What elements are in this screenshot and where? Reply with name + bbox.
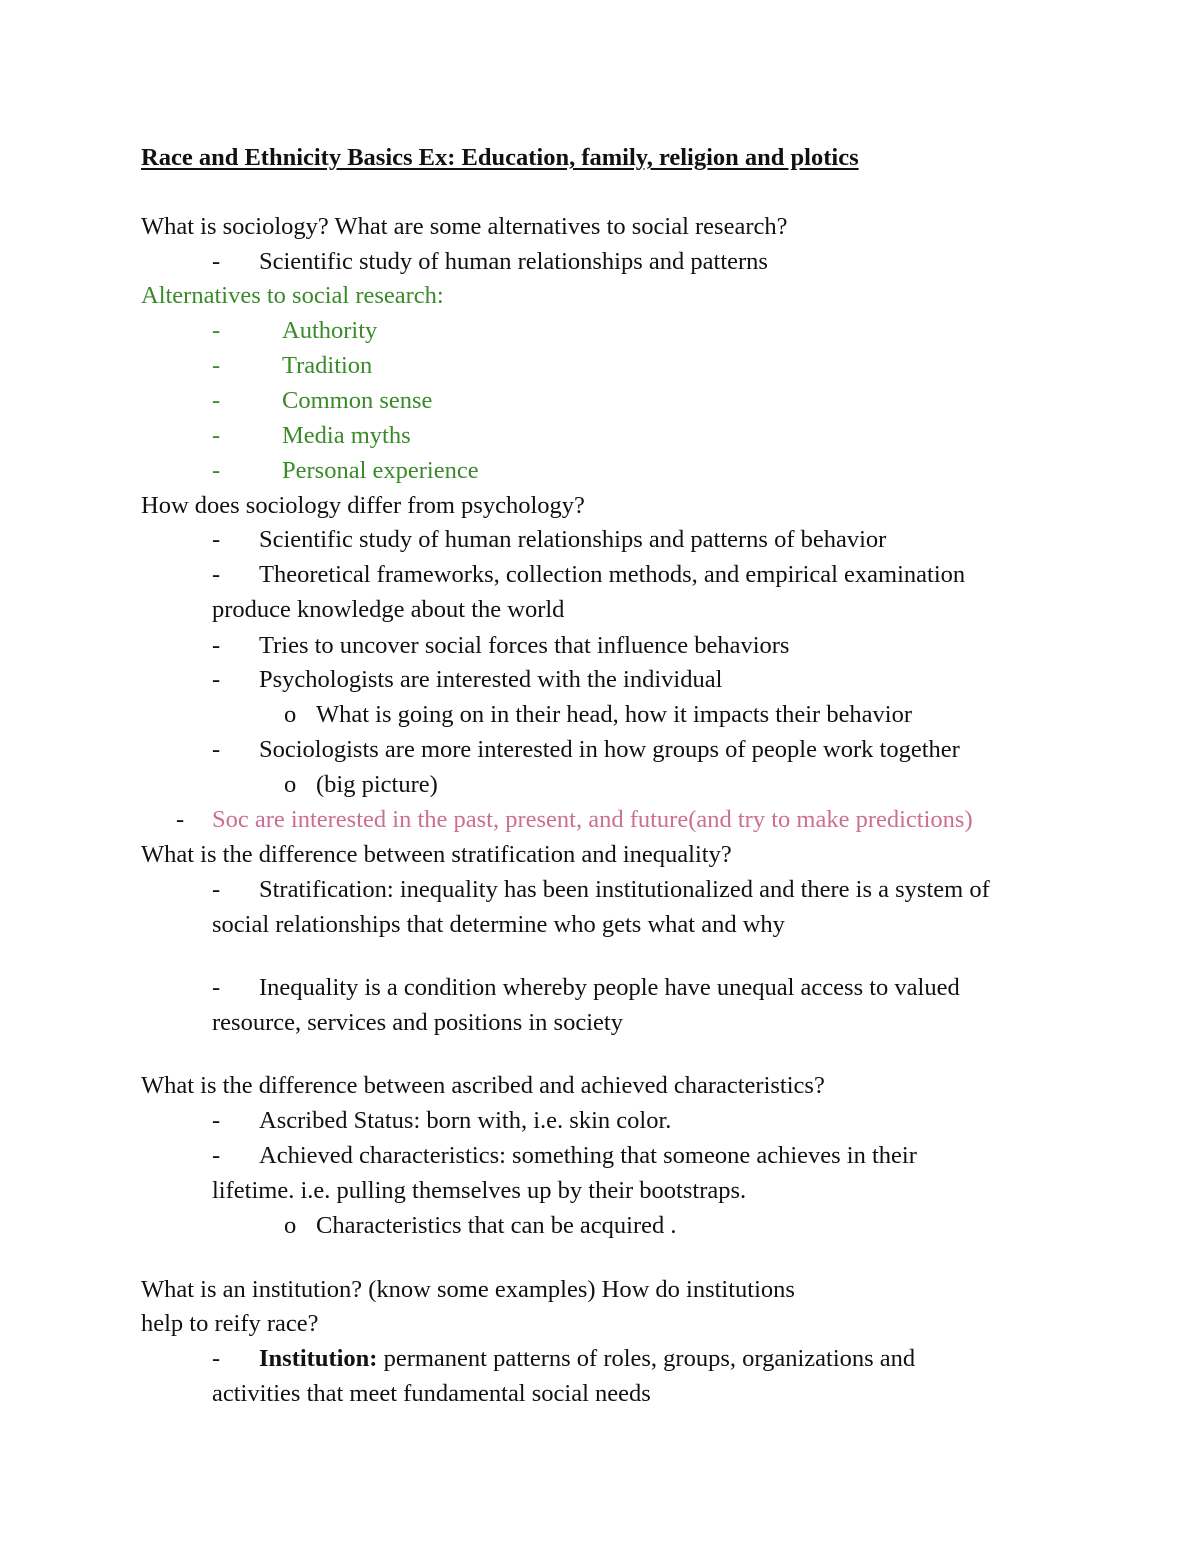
list-item	[0, 805, 1200, 835]
bullet-dash: -	[212, 1107, 221, 1134]
bullet-dash: -	[212, 387, 221, 414]
answer-text: Scientific study of human relationships and patterns	[259, 248, 768, 275]
list-item	[0, 1141, 1200, 1171]
answer-text: Psychologists are interested with the individual	[259, 666, 723, 693]
bullet-dash: -	[212, 352, 221, 379]
answer-text: Ascribed Status: born with, i.e. skin color.	[259, 1107, 672, 1134]
list-item	[0, 421, 1200, 451]
list-item	[0, 525, 1200, 555]
answer-text-continued: social relationships that determine who gets what and why	[212, 911, 785, 938]
list-item	[0, 456, 1200, 486]
alternative-item: Media myths	[282, 422, 411, 449]
answer-text: Inequality is a condition whereby people have unequal access to valued	[259, 974, 960, 1001]
bullet-dash: -	[212, 317, 221, 344]
sub-answer-text: (big picture)	[316, 771, 438, 798]
list-item	[0, 665, 1200, 695]
list-item	[0, 973, 1200, 1003]
question-sociology-vs-psychology: How does sociology differ from psychology?	[141, 492, 585, 519]
bullet-dash: -	[212, 876, 221, 903]
alternative-item: Tradition	[282, 352, 373, 379]
question-ascribed-achieved: What is the difference between ascribed and achieved characteristics?	[141, 1072, 825, 1099]
bullet-dash: -	[212, 561, 221, 588]
answer-text-continued: produce knowledge about the world	[212, 596, 565, 623]
document-title: Race and Ethnicity Basics Ex: Education, family, religion and plotics	[141, 144, 859, 171]
bullet-dash: -	[212, 666, 221, 693]
answer-text: Theoretical frameworks, collection methods, and empirical examination	[259, 561, 966, 588]
alternatives-heading: Alternatives to social research:	[141, 282, 444, 309]
list-item	[0, 247, 1200, 277]
question-institution-continued: help to reify race?	[141, 1310, 319, 1337]
answer-text: Tries to uncover social forces that influence behaviors	[259, 632, 790, 659]
bullet-o: o	[284, 771, 297, 798]
bullet-dash: -	[212, 1345, 221, 1372]
alternative-item: Authority	[282, 317, 378, 344]
bullet-dash: -	[212, 736, 221, 763]
bullet-dash: -	[176, 806, 185, 833]
list-item	[0, 875, 1200, 905]
bullet-dash: -	[212, 974, 221, 1001]
bullet-dash: -	[212, 457, 221, 484]
definition-text	[259, 1344, 915, 1374]
answer-text: Sociologists are more interested in how groups of people work together	[259, 736, 960, 763]
bullet-dash: -	[212, 248, 221, 275]
answer-text: Achieved characteristics: something that someone achieves in their	[259, 1142, 917, 1169]
question-sociology: What is sociology? What are some alternatives to social research?	[141, 213, 788, 240]
list-item	[0, 386, 1200, 416]
list-item	[0, 1344, 1200, 1374]
definition-body: permanent patterns of roles, groups, organizations and	[377, 1345, 916, 1372]
bullet-dash: -	[212, 526, 221, 553]
bullet-dash: -	[212, 632, 221, 659]
answer-text-continued: lifetime. i.e. pulling themselves up by their bootstraps.	[212, 1177, 747, 1204]
alternative-item: Personal experience	[282, 457, 479, 484]
bullet-dash: -	[212, 422, 221, 449]
list-item	[0, 1106, 1200, 1136]
alternative-item: Common sense	[282, 387, 433, 414]
highlighted-answer-text: Soc are interested in the past, present, and future(and try to make predictions)	[212, 806, 973, 833]
sub-list-item	[0, 1211, 1200, 1241]
bullet-dash: -	[212, 1142, 221, 1169]
question-stratification: What is the difference between stratification and inequality?	[141, 841, 732, 868]
list-item	[0, 735, 1200, 765]
sub-list-item	[0, 700, 1200, 730]
list-item	[0, 351, 1200, 381]
answer-text-continued: resource, services and positions in society	[212, 1009, 623, 1036]
list-item	[0, 631, 1200, 661]
sub-answer-text: Characteristics that can be acquired .	[316, 1212, 677, 1239]
question-institution: What is an institution? (know some examples) How do institutions	[141, 1276, 795, 1303]
definition-term: Institution:	[259, 1345, 378, 1372]
answer-text: Scientific study of human relationships and patterns of behavior	[259, 526, 887, 553]
answer-text: Stratification: inequality has been institutionalized and there is a system of	[259, 876, 990, 903]
bullet-o: o	[284, 701, 297, 728]
answer-text-continued: activities that meet fundamental social needs	[212, 1380, 651, 1407]
sub-answer-text: What is going on in their head, how it impacts their behavior	[316, 701, 913, 728]
list-item	[0, 316, 1200, 346]
list-item	[0, 560, 1200, 590]
bullet-o: o	[284, 1212, 297, 1239]
sub-list-item	[0, 770, 1200, 800]
